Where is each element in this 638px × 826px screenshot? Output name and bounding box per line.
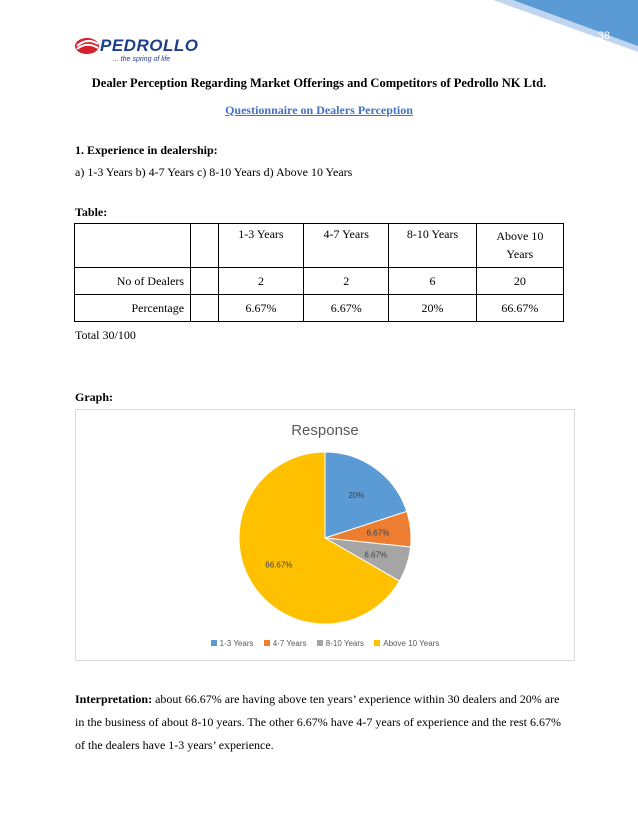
page-subtitle: Questionnaire on Dealers Perception xyxy=(225,103,413,117)
corner-decoration xyxy=(493,0,638,52)
table-cell: 20 xyxy=(476,268,563,295)
interpretation-paragraph xyxy=(75,688,565,757)
pie-data-label: 6.67% xyxy=(364,550,388,560)
pie-data-label: 66.67% xyxy=(265,560,293,570)
table-spacer-cell xyxy=(191,295,219,322)
brand-name: PEDROLLO xyxy=(100,36,199,55)
pie-data-label: 6.67% xyxy=(366,528,390,538)
legend-item: 1-3 Years xyxy=(211,639,254,648)
table-spacer-cell xyxy=(191,268,219,295)
legend-item: 8-10 Years xyxy=(317,639,364,648)
question-options: a) 1-3 Years b) 4-7 Years c) 8-10 Years d) Above 10 Years xyxy=(75,165,353,179)
legend-swatch xyxy=(264,640,270,646)
row-label: No of Dealers xyxy=(75,268,191,295)
legend-swatch xyxy=(374,640,380,646)
question-heading: 1. Experience in dealership: xyxy=(75,143,218,157)
chart-title: Response xyxy=(291,422,359,439)
legend-item: Above 10 Years xyxy=(374,639,439,648)
table-corner-cell xyxy=(75,224,191,268)
legend-item: 4-7 Years xyxy=(264,639,307,648)
table-row xyxy=(75,268,564,295)
table-cell: 20% xyxy=(389,295,476,322)
table-header: Above 10 Years xyxy=(476,224,563,268)
table-label: Table: xyxy=(75,205,108,219)
interpretation-label: Interpretation: xyxy=(75,692,153,706)
table-cell: 6 xyxy=(389,268,476,295)
table-cell: 6.67% xyxy=(304,295,389,322)
legend-swatch xyxy=(317,640,323,646)
table-cell: 2 xyxy=(304,268,389,295)
chart-legend xyxy=(76,639,574,648)
table-cell: 2 xyxy=(218,268,303,295)
pie-chart xyxy=(76,410,574,630)
table-header: 8-10 Years xyxy=(389,224,476,268)
page-title: Dealer Perception Regarding Market Offerings and Competitors of Pedrollo NK Ltd. xyxy=(91,76,547,90)
interpretation-text: about 66.67% are having above ten years’ experience within 30 dealers and 20% are in the business of about 8-10 years. The other 6.67% have 4-7 years of experience and the rest 6.67% of the dealers have 1-3 years’ experience. xyxy=(75,692,561,752)
table-header-row xyxy=(75,224,564,268)
legend-swatch xyxy=(211,640,217,646)
experience-table xyxy=(74,223,564,322)
table-row xyxy=(75,295,564,322)
row-label: Percentage xyxy=(75,295,191,322)
table-cell: 6.67% xyxy=(218,295,303,322)
table-header: 4-7 Years xyxy=(304,224,389,268)
table-spacer-cell xyxy=(191,224,219,268)
page-number: 38 xyxy=(597,30,610,42)
total-text: Total 30/100 xyxy=(75,328,136,342)
table-header: 1-3 Years xyxy=(218,224,303,268)
table-cell: 66.67% xyxy=(476,295,563,322)
brand-tagline: ... the spring of life xyxy=(113,56,171,63)
graph-label: Graph: xyxy=(75,390,114,404)
pie-data-label: 20% xyxy=(348,490,365,500)
chart-container xyxy=(75,409,575,661)
